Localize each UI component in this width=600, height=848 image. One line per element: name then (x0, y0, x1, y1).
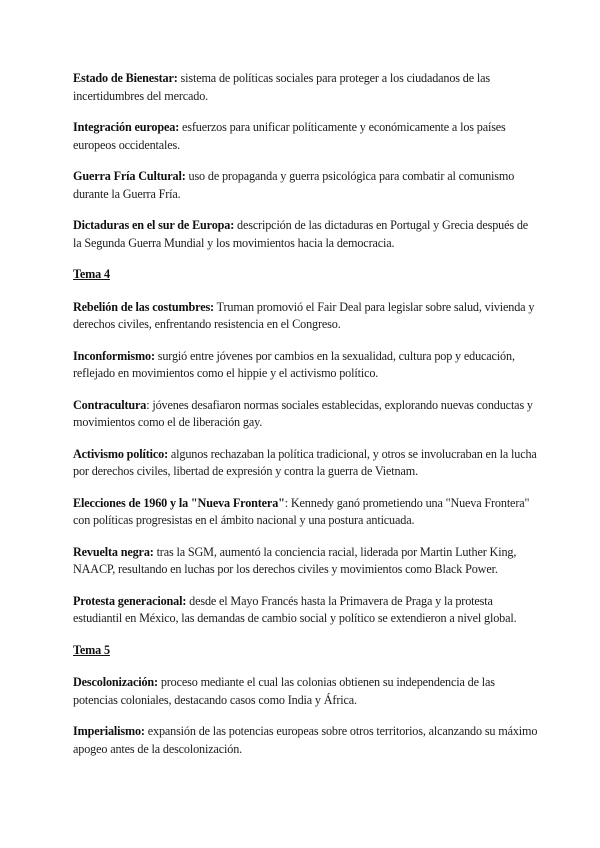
glossary-entry-integracion-europea (73, 119, 538, 154)
term: Integración europea: (73, 120, 180, 134)
glossary-entry-inconformismo (73, 348, 538, 383)
glossary-entry-descolonizacion (73, 674, 538, 709)
definition: : Kennedy ganó prometiendo una "Nueva Frontera" con políticas progresistas en el ámbito nacional y una postura anticuada. (73, 495, 530, 527)
term: Dictaduras en el sur de Europa: (73, 218, 235, 232)
term: Activismo político: (73, 446, 168, 461)
glossary-entry-estado-de-bienestar (73, 70, 538, 105)
definition: algunos rechazaban la política tradicional, y otros se involucraban en la lucha por derechos civiles, libertad de expresión y contra la guerra de Vietnam. (73, 446, 537, 478)
glossary-entry-protesta-generacional (73, 593, 538, 628)
glossary-entry-activismo-politico (73, 446, 538, 481)
term: Inconformismo: (73, 348, 155, 363)
term: Descolonización: (73, 675, 158, 689)
glossary-entry-elecciones-1960 (73, 495, 538, 530)
definition: descripción de las dictaduras en Portugal y Grecia después de la Segunda Guerra Mundial y los movimientos hacia la democracia. (73, 218, 529, 250)
document-body (73, 70, 538, 772)
term: Guerra Fría Cultural: (73, 169, 186, 183)
glossary-entry-guerra-fria-cultural (73, 168, 538, 203)
term: Imperialismo: (73, 724, 145, 738)
term: Contracultura (73, 397, 147, 412)
glossary-entry-revuelta-negra (73, 544, 538, 579)
definition: proceso mediante el cual las colonias obtienen su independencia de las potencias coloniales, destacando casos como India y África. (73, 675, 495, 707)
definition: desde el Mayo Francés hasta la Primavera de Praga y la protesta estudiantil en México, las demandas de cambio social y político se extendieron a nivel global. (73, 593, 517, 625)
glossary-entry-contracultura (73, 397, 538, 432)
section-heading-tema-5: Tema 5 (73, 642, 110, 657)
definition: surgió entre jóvenes por cambios en la sexualidad, cultura pop y educación, reflejado en movimientos como el hippie y el activismo político. (73, 348, 515, 380)
definition: sistema de políticas sociales para proteger a los ciudadanos de las incertidumbres del mercado. (73, 71, 490, 103)
definition: : jóvenes desafiaron normas sociales establecidas, explorando nuevas conductas y movimientos como el de liberación gay. (73, 397, 533, 429)
glossary-entry-rebelion-costumbres (73, 299, 538, 334)
term: Revuelta negra: (73, 544, 154, 559)
definition: esfuerzos para unificar políticamente y económicamente a los países europeos occidentales. (73, 120, 506, 152)
definition: expansión de las potencias europeas sobre otros territorios, alcanzando su máximo apogeo antes de la descolonización. (73, 724, 538, 756)
definition: Truman promovió el Fair Deal para legislar sobre salud, vivienda y derechos civiles, enfrentando resistencia en el Congreso. (73, 299, 535, 331)
term: Rebelión de las costumbres: (73, 299, 214, 314)
definition: tras la SGM, aumentó la conciencia racial, liderada por Martin Luther King, NAACP, resultando en luchas por los derechos civiles y movimientos como Black Power. (73, 544, 517, 576)
glossary-entry-dictaduras-sur-europa (73, 217, 538, 252)
term: Estado de Bienestar: (73, 71, 178, 85)
term: Elecciones de 1960 y la "Nueva Frontera" (73, 495, 285, 510)
section-heading-tema-4: Tema 4 (73, 267, 110, 281)
glossary-entry-imperialismo (73, 723, 538, 758)
term: Protesta generacional: (73, 593, 187, 608)
definition: uso de propaganda y guerra psicológica para combatir al comunismo durante la Guerra Fría. (73, 169, 515, 201)
